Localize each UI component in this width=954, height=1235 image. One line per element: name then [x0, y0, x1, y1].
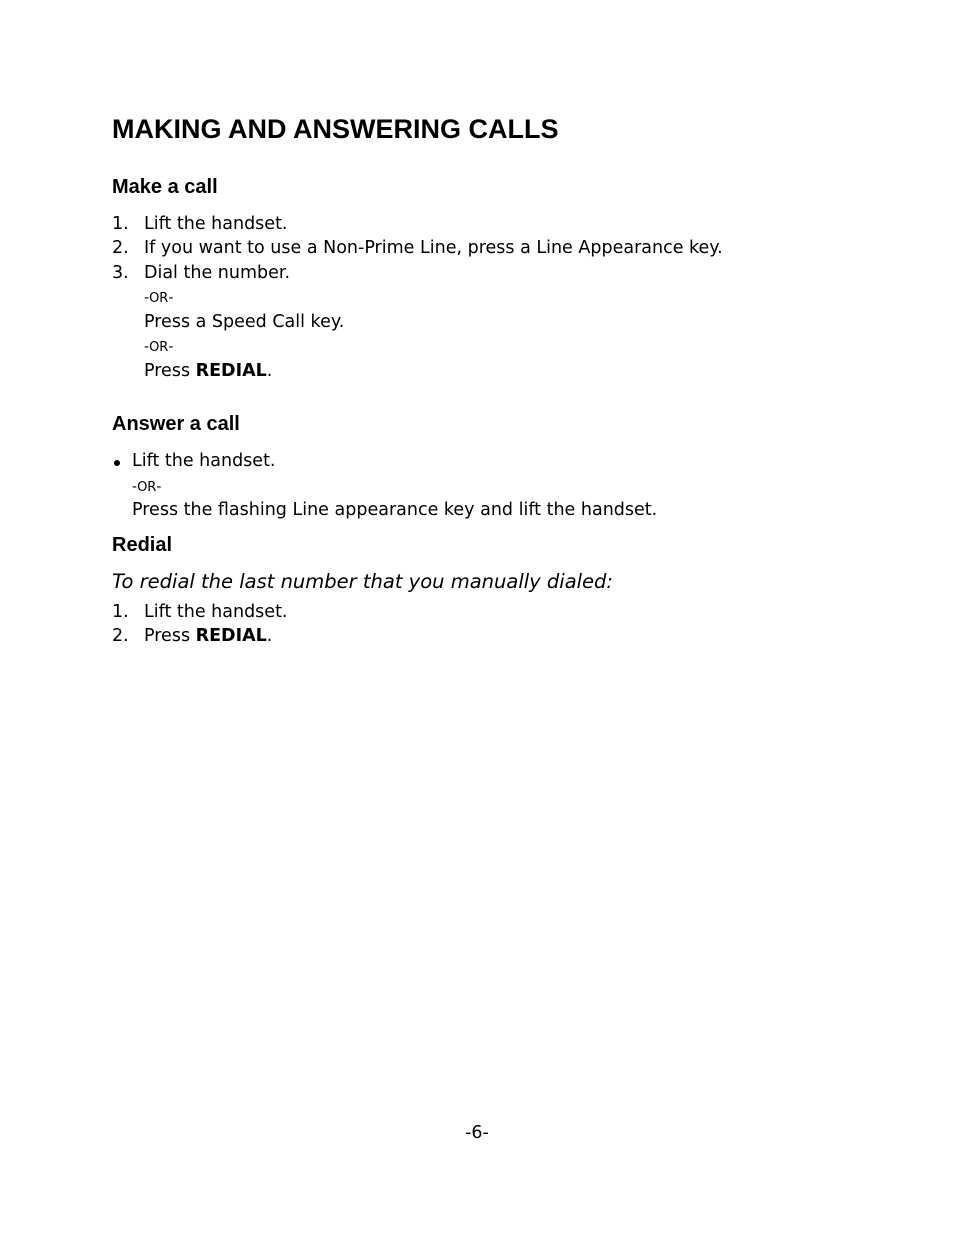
redial-key-label: REDIAL: [195, 361, 267, 381]
heading-redial: Redial: [112, 534, 173, 556]
alternative-redial: Press REDIAL.: [144, 361, 273, 381]
page-number: -6-: [465, 1123, 489, 1143]
step-number: 1.: [112, 602, 129, 622]
step-number: 2.: [112, 238, 129, 258]
step-text: Lift the handset.: [144, 602, 288, 622]
step-text: Dial the number.: [144, 263, 291, 283]
step-text: If you want to use a Non-Prime Line, press a Line Appearance key.: [144, 238, 723, 258]
or-separator: -OR-: [144, 339, 174, 355]
page-title: MAKING AND ANSWERING CALLS: [112, 114, 559, 144]
or-separator: -OR-: [132, 479, 162, 495]
alternative-speed-call: Press a Speed Call key.: [144, 312, 345, 332]
step-text: Press REDIAL.: [144, 626, 273, 646]
redial-key-label: REDIAL: [195, 626, 267, 646]
bullet-text: Lift the handset.: [132, 451, 276, 471]
heading-make-a-call: Make a call: [112, 176, 218, 198]
step-number: 2.: [112, 626, 129, 646]
or-separator: -OR-: [144, 290, 174, 306]
bullet-icon: [114, 460, 120, 466]
step-number: 1.: [112, 214, 129, 234]
step-text: Lift the handset.: [144, 214, 288, 234]
redial-intro: To redial the last number that you manually dialed:: [112, 570, 614, 593]
heading-answer-a-call: Answer a call: [112, 413, 240, 435]
alternative-line-key: Press the flashing Line appearance key and lift the handset.: [132, 500, 658, 520]
step-number: 3.: [112, 263, 129, 283]
